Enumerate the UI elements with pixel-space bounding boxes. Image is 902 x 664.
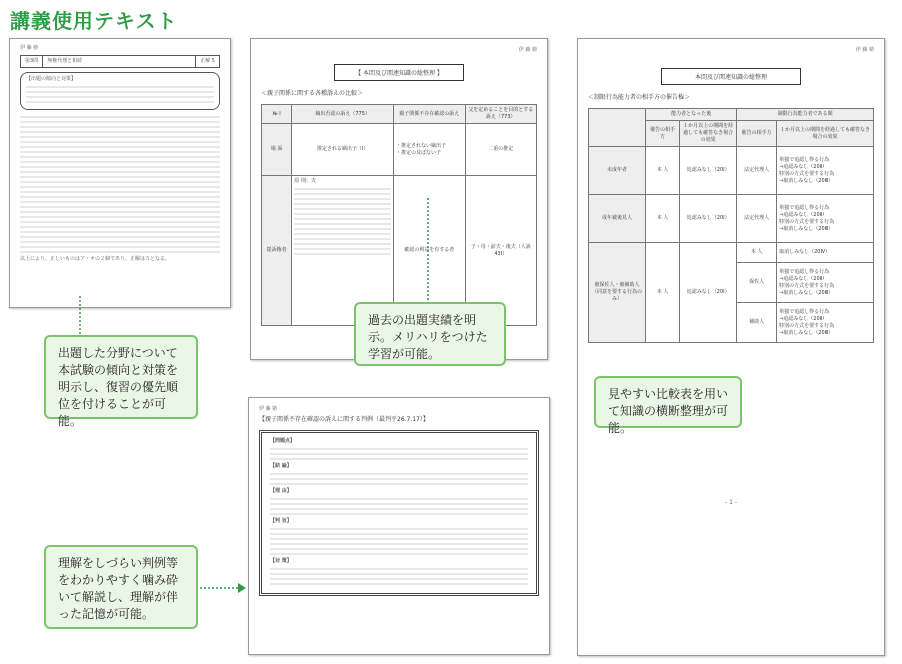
table-cell: 追認みなし（20Ⅰ） [680, 147, 737, 195]
cell-heading: 原 則：夫 [294, 178, 316, 184]
table-subhead: ＜制限行為能力者の相手方の催告権＞ [588, 94, 691, 101]
row-label: 被保佐人・被補助人（同意を要する行為のみ） [589, 243, 646, 343]
table-subhead: ＜親子関係に関する各種訴えの比較＞ [261, 90, 364, 97]
section-label: 【対 策】 [270, 558, 292, 564]
table-header: № Ⅰ [262, 105, 292, 124]
table-header: 親子関係不存在確認の訴え [394, 105, 466, 124]
page-footer: 以上により、正しいものはア・オの２個であり、正解は５となる。 [20, 256, 171, 262]
callout-comparison: 見やすい比較表を用いて知識の横断整理が可能。 [594, 376, 742, 428]
capacity-table [588, 108, 874, 343]
table-cell: 本 人 [646, 243, 680, 343]
callout-exam-history: 過去の出題実績を明示。メリハリをつけた学習が可能。 [354, 302, 506, 366]
table-cell: 子・母・前夫・後夫（人訴43Ⅰ） [465, 176, 537, 326]
comparison-table [261, 104, 537, 326]
row-label: 未成年者 [589, 147, 646, 195]
table-header: 催告の相手方 [737, 121, 777, 147]
answer-tag: 正解 5 [195, 56, 219, 67]
page-header: 伊 藤 塾 [20, 45, 39, 51]
table-cell: 補助人 [737, 303, 777, 343]
table-cell: 本 人 [646, 147, 680, 195]
table-header: １か月以上の期間を経過しても確答なき場合の効果 [777, 121, 874, 147]
trend-box-title: 【出題の傾向と対策】 [26, 76, 77, 82]
table-cell: 保佐人 [737, 263, 777, 303]
row-label: 提訴権者 [262, 176, 292, 326]
table-cell: 二重の推定 [465, 124, 537, 176]
page-header: 伊 藤 塾 [259, 406, 278, 412]
table-cell: ・推定されない嫡出子 ・推定の及ばない子 [394, 124, 466, 176]
case-box [259, 430, 539, 596]
summary-banner: 本問及び関連知識の総整理 [661, 68, 801, 85]
table-header: 催告の相手方 [646, 121, 680, 147]
callout-case-law: 理解をしづらい判例等をわかりやすく噛み砕いて解説し、理解が伴った記憶が可能。 [44, 545, 198, 629]
section-title: 無権代理と相続 [47, 58, 83, 64]
summary-page-capacity [577, 38, 885, 656]
table-header: 制限行為能力者である間 [737, 109, 874, 121]
table-cell: 本 人 [646, 195, 680, 243]
page-header: 伊 藤 塾 [855, 47, 874, 53]
table-header: 嫡出否認の訴え（775） [292, 105, 394, 124]
case-title: 【親子関係不存在確認の訴えに関する判例（最判平26.7.17）】 [259, 416, 429, 423]
table-cell: 法定代理人 [737, 147, 777, 195]
table-cell: 単独で追認し得る行為 →追認みなし（20Ⅱ） 特別の方式を要する行為 →取消しみなし（20Ⅲ） [777, 263, 874, 303]
case-law-page [248, 397, 550, 655]
trend-box [20, 72, 220, 110]
table-cell: 確認の利益を有する者 [394, 176, 466, 326]
section-number: 第3問 [21, 56, 43, 67]
table-cell: 推定される嫡出子（Ⅰ） [292, 124, 394, 176]
table-header: １か月以上の期間を経過しても確答なき場合の効果 [680, 121, 737, 147]
section-label: 【理 由】 [270, 488, 292, 494]
table-cell: 本 人 [737, 243, 777, 263]
row-label: 成年被後見人 [589, 195, 646, 243]
table-cell: 追認みなし（20Ⅰ） [680, 243, 737, 343]
page-header: 伊 藤 塾 [518, 47, 537, 53]
table-cell: 法定代理人 [737, 195, 777, 243]
table-cell: 追認みなし（20Ⅰ） [680, 195, 737, 243]
text-page-answer [9, 38, 231, 308]
arrow-head [238, 583, 246, 593]
table-cell: 単独で追認し得る行為 →追認みなし（20Ⅱ） 特別の方式を要する行為 →取消しみなし（20Ⅲ） [777, 195, 874, 243]
table-cell: 取消しみなし（20Ⅳ） [777, 243, 874, 263]
table-cell: 単独で追認し得る行為 →追認みなし（20Ⅱ） 特別の方式を要する行為 →取消しみなし（20Ⅲ） [777, 147, 874, 195]
section-label: 【結 論】 [270, 463, 292, 469]
page-title: 講義使用テキスト [10, 9, 178, 33]
section-label: 【判 旨】 [270, 518, 292, 524]
explanation-text [20, 116, 220, 253]
table-header: 父を定めることを目的とする訴え（773） [465, 105, 537, 124]
table-cell: 単独で追認し得る行為 →追認みなし（20Ⅱ） 特別の方式を要する行為 →取消しみなし（20Ⅲ） [777, 303, 874, 343]
section-label: 【問題点】 [270, 438, 296, 444]
summary-banner: 【 本問及び関連知識の総整理 】 [334, 64, 464, 81]
row-label: 場 面 [262, 124, 292, 176]
callout-trend: 出題した分野について本試験の傾向と対策を明示し、復習の優先順位を付けることが可能。 [44, 335, 198, 419]
page-number: - 1 - [725, 499, 737, 506]
table-header: 能力者となった後 [646, 109, 737, 121]
